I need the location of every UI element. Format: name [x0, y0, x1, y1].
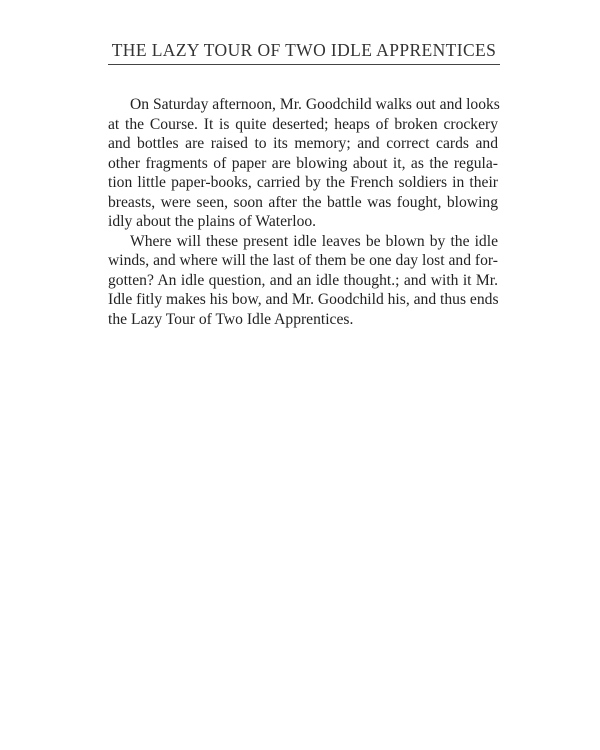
text-line: tion little paper-books, carried by the French soldiers in their [108, 174, 498, 191]
text-line: gotten? An idle question, and an idle thought.; and with it Mr. [108, 271, 498, 289]
text-line: Idle fitly makes his bow, and Mr. Goodchild his, and thus ends [108, 291, 499, 308]
text-line: winds, and where will the last of them be one day lost and for- [108, 252, 498, 269]
text-line: other fragments of paper are blowing about it, as the regula- [108, 154, 498, 172]
header-rule [108, 64, 500, 65]
body-text [108, 95, 498, 329]
paragraph-2 [108, 232, 498, 330]
text-line: On Saturday afternoon, Mr. Goodchild walks out and looks [130, 96, 500, 113]
text-line: the Lazy Tour of Two Idle Apprentices. [108, 310, 354, 328]
text-line: breasts, were seen, soon after the battle was fought, blowing [108, 193, 498, 211]
text-line: at the Course. It is quite deserted; heaps of broken crockery [108, 115, 498, 133]
paragraph-1 [108, 95, 498, 232]
text-line: idly about the plains of Waterloo. [108, 213, 317, 230]
text-line: and bottles are raised to its memory; and correct cards and [108, 135, 498, 152]
text-line: Where will these present idle leaves be blown by the idle [130, 232, 498, 250]
running-header: THE LAZY TOUR OF TWO IDLE APPRENTICES [111, 40, 497, 60]
